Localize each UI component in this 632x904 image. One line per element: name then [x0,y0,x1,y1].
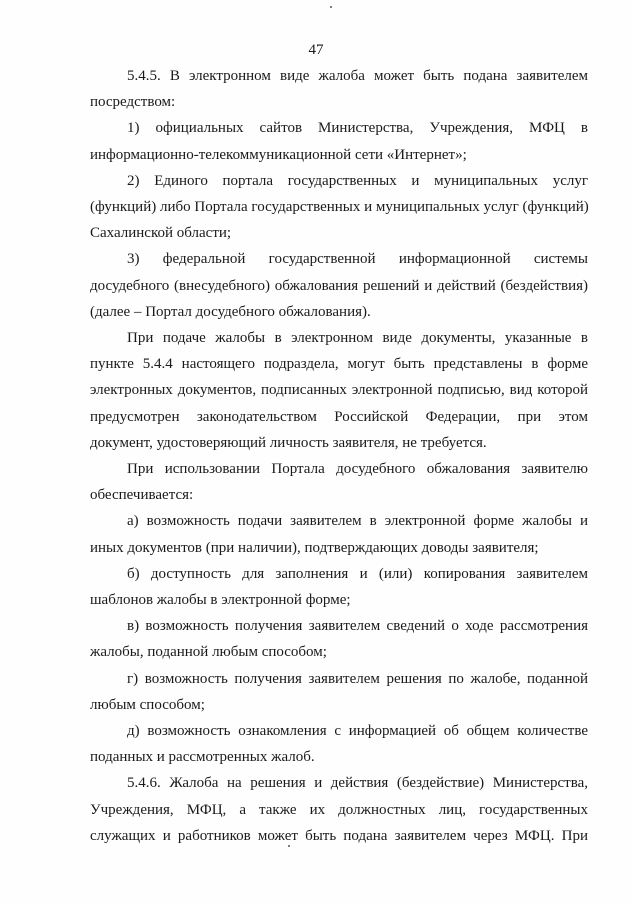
page-number: 47 [308,42,324,58]
text-line: а) возможность подачи заявителем в электронной форме жалобы и [127,513,588,530]
text-line: При использовании Портала досудебного обжалования заявителю [127,461,588,478]
text-line: жалобы, поданной любым способом; [90,644,327,661]
paragraph [90,666,588,718]
text-line: Сахалинской области; [90,225,232,242]
paragraph [90,168,588,247]
paragraph [90,770,588,849]
text-line: служащих и работников может быть подана заявителем через МФЦ. При [90,827,588,844]
text-line: 3) федеральной государственной информационной системы [127,251,588,268]
text-line: 1) официальных сайтов Министерства, Учреждения, МФЦ в [127,120,588,137]
scan-speck [330,6,332,8]
text-line: 5.4.5. В электронном виде жалоба может быть подана заявителем [127,68,588,84]
text-line: поданных и рассмотренных жалоб. [90,749,315,766]
paragraph [90,456,588,508]
paragraph [90,613,588,665]
text-line: иных документов (при наличии), подтверждающих доводы заявителя; [90,539,539,556]
text-line: 5.4.6. Жалоба на решения и действия (бездействие) Министерства, [127,775,588,792]
paragraph [90,508,588,560]
text-line: шаблонов жалобы в электронной форме; [90,592,351,609]
paragraph [90,246,588,325]
text-line: обеспечивается: [90,487,194,504]
paragraph [90,115,588,167]
text-line: Учреждения, МФЦ, а также их должностных лиц, государственных [90,801,588,818]
text-line: (далее – Портал досудебного обжалования). [90,303,371,320]
text-line: д) возможность ознакомления с информацией об общем количестве [127,723,588,740]
text-line: посредством: [90,94,176,111]
text-line: документ, удостоверяющий личность заявителя, не требуется. [90,434,487,451]
paragraph [90,561,588,613]
text-line: в) возможность получения заявителем сведений о ходе рассмотрения [127,618,588,635]
text-line: г) возможность получения заявителем решения по жалобе, поданной [127,670,588,687]
text-line: любым способом; [90,696,205,713]
text-line: пункте 5.4.4 настоящего подраздела, могут быть представлены в форме [90,356,588,373]
paragraph [90,63,588,115]
scan-speck [288,845,290,847]
text-line: электронных документов, подписанных электронной подписью, вид которой [90,382,588,399]
paragraph [90,718,588,770]
text-line: информационно-телекоммуникационной сети «Интернет»; [90,146,467,163]
text-line: При подаче жалобы в электронном виде документы, указанные в [127,330,588,347]
text-line: досудебного (внесудебного) обжалования решений и действий (бездействия) [90,277,588,294]
text-line: 2) Единого портала государственных и муниципальных услуг [127,172,588,189]
document-body [90,63,588,849]
paragraph [90,325,588,456]
text-line: (функций) либо Портала государственных и муниципальных услуг (функций) [90,199,589,216]
text-line: б) доступность для заполнения и (или) копирования заявителем [127,565,588,582]
text-line: предусмотрен законодательством Российской Федерации, при этом [90,408,588,425]
